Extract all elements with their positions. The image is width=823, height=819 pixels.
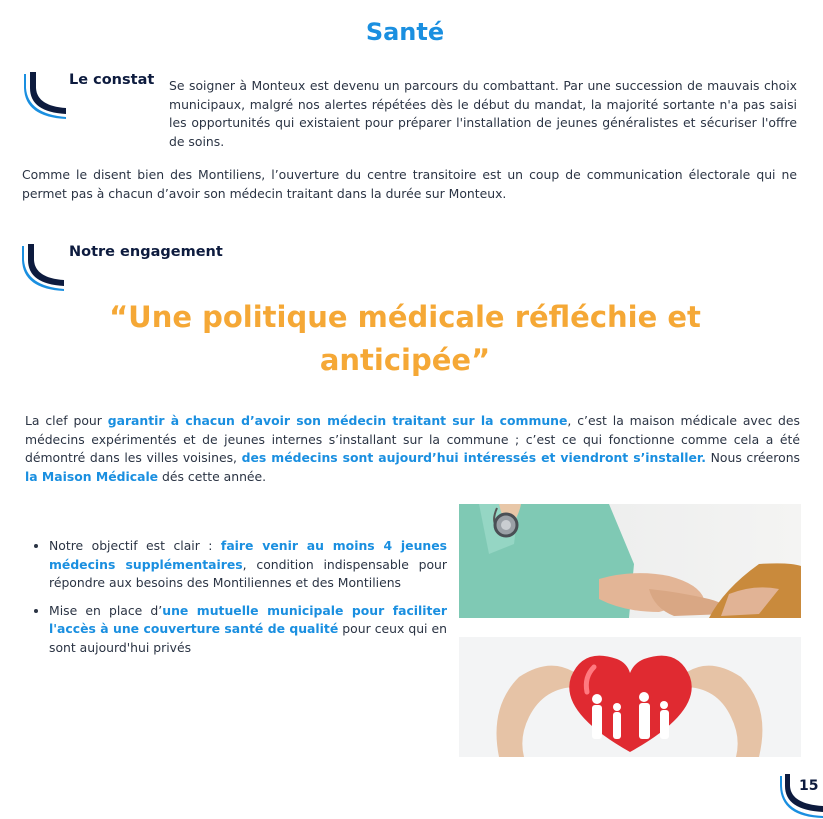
nurse-holding-hands-photo <box>459 504 801 618</box>
constat-label: Le constat <box>69 72 155 88</box>
list-item: • Mise en place d’une mutuelle municipale pour faciliter l'accès à une couverture santé de qualité pour ceux qui en sont aujourd'hui privés <box>49 602 447 658</box>
page-title: Santé <box>365 18 445 46</box>
engagement-quote: “Une politique médicale réfléchie et anticipée” <box>109 300 701 377</box>
engagement-paragraph: La clef pour garantir à chacun d’avoir son médecin traitant sur la commune, c’est la maison médicale avec des médecins expérimentés et de jeunes internes s’installant sur la commune ; c’est ce qui fonctionne comme cela a été démontré dans les villes voisines, des médecins sont aujourd’hui intéressés et viendront s’installer. Nous créerons la Maison Médicale dés cette année. <box>25 413 800 484</box>
section-corner-ornament <box>22 70 72 120</box>
section-corner-ornament <box>20 242 70 292</box>
constat-text: Se soigner à Monteux est devenu un parcours du combattant. Par une succession de mauvais choix municipaux, malgré nos alertes répétées dès le début du mandat, la majorité sortante n'a pas saisi les opportunités qui existaient pour préparer l'installation de jeunes généralistes et sécuriser l'offre de soins. <box>169 78 797 149</box>
engagement-bullet-list <box>30 537 447 666</box>
page-number: 15 <box>799 778 819 794</box>
list-item: • Notre objectif est clair : faire venir au moins 4 jeunes médecins supplémentaires, condition indispensable pour répondre aux besoins des Montiliennes et des Montiliens <box>49 537 447 593</box>
constat-text-2: Comme le disent bien des Montiliens, l’ouverture du centre transitoire est un coup de communication électorale qui ne permet pas à chacun d’avoir son médecin traitant dans la durée sur Monteux. <box>22 167 797 201</box>
heart-family-photo <box>459 637 801 757</box>
engagement-label: Notre engagement <box>69 244 223 260</box>
